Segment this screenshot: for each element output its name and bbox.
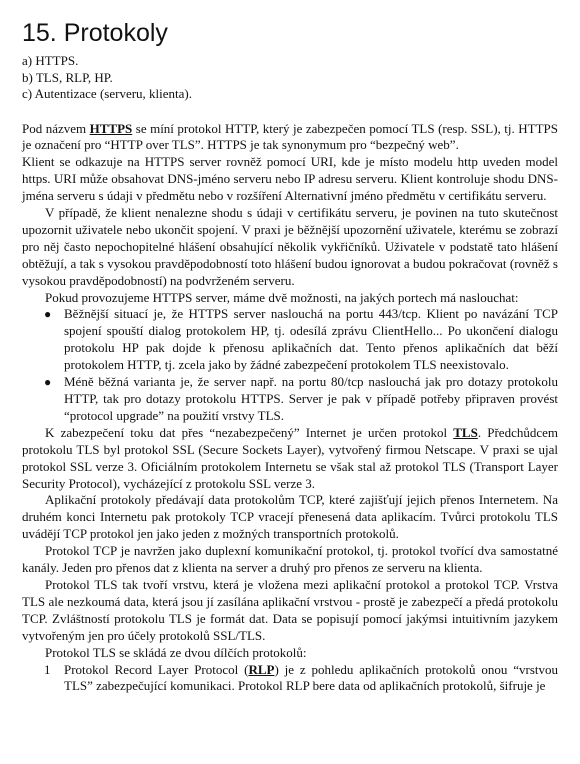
list-item-text: Běžnější situací je, že HTTPS server naslouchá na portu 443/tcp. Klient po navázání TCP spojení spouští dialog protokolem HP, tj. odesílá zprávu ClientHello... Po ukončení dialogu protokolu HP pak dojde k přenosu aplikačních dat. Tento přenos aplikačních dat běží protokolem HTTP, tj. zcela jako by žádné zabezpečení protokolem TLS neexistovalo. <box>64 306 558 373</box>
list-item <box>22 306 558 374</box>
paragraph-client-uri: Klient se odkazuje na HTTPS server rovněž pomocí URI, kde je místo modelu http uveden model https. URI může obsahovat DNS-jméno serveru nebo IP adresu serveru. Klient kontroluje shodu DNS-jména serveru s údaji v předmětu nebo v rozšíření Alternativní jméno předmětu v certifikátu serveru. <box>22 154 558 204</box>
bullet-icon: ● <box>44 375 52 390</box>
outline-item: c) Autentizace (serveru, klienta). <box>22 86 192 101</box>
outline-item: a) HTTPS. <box>22 53 79 68</box>
port-options-list <box>22 306 558 424</box>
term-tls: TLS <box>453 424 478 440</box>
list-item <box>22 374 558 425</box>
list-item <box>22 662 558 696</box>
page-title: 15. Protokoly <box>22 19 168 47</box>
paragraph-tls-subprotocols: Protokol TLS se skládá ze dvou dílčích protokolů: <box>45 644 307 660</box>
text-run: ) je z pohledu aplikačních protokolů onou “vrstvou TLS” zabezpečující komunikaci. Protokol RLP bere data od aplikačních protokolů, šifruje je <box>64 661 559 694</box>
term-https: HTTPS <box>89 120 133 136</box>
paragraph-tls-intro <box>22 425 558 493</box>
bullet-icon: ● <box>44 307 52 322</box>
paragraph-tcp-duplex: Protokol TCP je navržen jako duplexní komunikační protokol, tj. protokol tvořící dva samostatné kanály. Jeden pro přenos dat z klienta na server a druhý pro přenos ze serveru na klienta. <box>22 543 558 576</box>
text-run: K zabezpečení toku dat přes “nezabezpečený” Internet je určen protokol <box>45 424 454 440</box>
text-run: . Předchůdcem protokolu TLS byl protokol SSL (Secure Sockets Layer), vytvořený firmou Netscape. V praxi se ujal protokol SSL verze 3. Oficiálním protokolem Internetu se však stal až protokol TLS (Transport Layer Security Protocol), vycházející z protokolu SSL verze 3. <box>22 424 558 491</box>
text-run: se míní protokol HTTP, který je zabezpečen pomocí TLS (resp. SSL), tj. HTTPS je označení pro “HTTP over TLS”. HTTPS je tak synonymum pro “bezpečný web”. <box>22 120 558 153</box>
outline-item: b) TLS, RLP, HP. <box>22 69 113 85</box>
list-number: 1 <box>44 661 51 677</box>
subprotocol-list <box>22 662 558 696</box>
text-run: Protokol Record Layer Protocol ( <box>64 661 249 677</box>
paragraph-application-protocols: Aplikační protokoly předávají data protokolům TCP, které zajišťují jejich přenos Internetem. Na druhém konci Internetu pak protokoly TCP vracejí přenesená data aplikacím. Tvůrci protokolu TLS uvádějí TCP protokol jen jako jeden z možných transportních protokolů. <box>22 492 558 542</box>
term-rlp: RLP <box>248 661 275 677</box>
paragraph-certificate-mismatch: V případě, že klient nenalezne shodu s údaji v certifikátu serveru, je povinen na tuto skutečnost upozornit uživatele nebo ukončit spojení. V praxi je běžnější upozornění uživatele, kterému se zobrazí pro něj často nepochopitelné hlášení obsahující několik vykřičníků. Uživatele v podstatě tato hlášení obtěžují, a tak s vysokou pravděpodobností toto hlášení budou ignorovat a budou pokračovat (rovněž s vysokou pravděpodobností) na podvrženém serveru. <box>22 205 558 288</box>
list-item-text: Méně běžná varianta je, že server např. na portu 80/tcp naslouchá jak pro dotazy protokolu HTTP, tak pro dotazy protokolu HTTPS. Server je pak v případě potřeby připraven provést “protocol upgrade” na použití vrstvy TLS. <box>64 374 558 423</box>
paragraph-tls-layer: Protokol TLS tak tvoří vrstvu, která je vložena mezi aplikační protokol a protokol TCP. Vrstva TLS ale nezkoumá data, která jsou jí zasílána aplikační vrstvou - prostě je zabezpečí a předá protokolu TCP. Zvláštností protokolu TLS je formát dat. Data se popisují pomocí jakýmsi intuitivním jazykem vytvořeným jen pro účely protokolů SSL/TLS. <box>22 576 558 643</box>
topic-outline <box>22 53 558 103</box>
paragraph-https-intro <box>22 121 558 155</box>
text-run: Pod názvem <box>22 120 90 136</box>
paragraph-server-ports: Pokud provozujeme HTTPS server, máme dvě možnosti, na jakých portech má naslouchat: <box>45 289 519 305</box>
